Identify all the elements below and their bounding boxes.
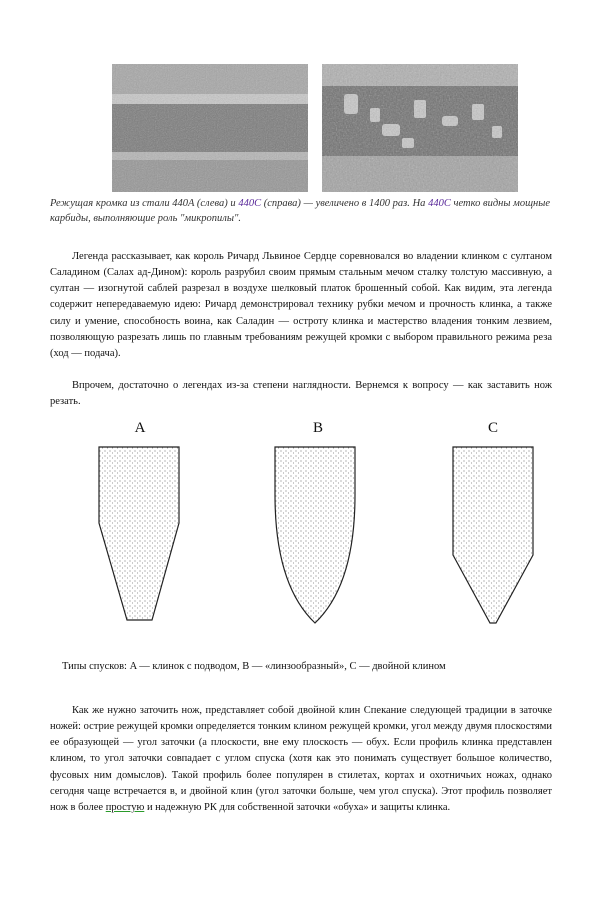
underlined-word: простую <box>105 802 145 814</box>
sharpening-paragraph <box>50 703 552 817</box>
paragraph-text: и надежную РК для собственной заточки «обуха» и защиты клинка. <box>144 802 451 814</box>
blade-label-b: B <box>312 420 323 436</box>
figure-caption: Типы спусков: A — клинок с подводом, B — «линзообразный», C — двойной клином <box>62 661 446 672</box>
paragraph-text: Как же нужно заточить нож, представляет собой двойной клин Спекание следующей традиции в заточке ножей: острие режущей кромки определяется тонким клином режущей кромки, угол между двумя плоскостями ее образующей — угол заточки (а плоскости, вне ему плоскость — обух. Если профиль клинка представлен клином, то угол заточки совпадает с углом спуска (хотя как это понимать существует большое количество, фусовых ним домыслов). Такой профиль более популярен в стилетах, кортах и охотничьих ножах, однако сегодня чаще встречается в, и двойной клин (угол заточки больше, чем угол спуска). Этот профиль позволяет нож в более <box>50 704 552 814</box>
caption-text: Режущая кромка из стали 440A (слева) и <box>50 198 239 209</box>
caption-text: четко видны мощные карбиды, выполняющие роль "микропилы". <box>50 198 551 224</box>
blade-label-a: A <box>134 420 146 436</box>
caption-link-440c[interactable]: 440C <box>428 198 451 209</box>
photo-caption <box>50 196 550 226</box>
blade-diagram-b <box>270 445 360 625</box>
caption-link-440c[interactable]: 440C <box>238 198 262 209</box>
micrograph-440c <box>322 64 518 192</box>
blade-diagram-c <box>448 445 538 625</box>
transition-paragraph: Впрочем, достаточно о легендах из-за степени наглядности. Вернемся к вопросу — как заставить нож резать. <box>50 379 552 407</box>
blade-label-c: C <box>487 420 498 436</box>
micrograph-440a <box>112 64 308 192</box>
legend-paragraph: Легенда рассказывает, как король Ричард Львиное Сердце соревновался во владении клинком с султаном Саладином (Салах ад-Дином): король разрубил своим прямым стальным мечом сталку толстую массивную, а султан — изогнутой саблей разрезал в воздухе шелковый платок брошенный собой. Как видим, эта легенда содержит непередаваемую идею: Ричард демонстрировал технику рубки мечом и прочность клинка, а также силу и умение, способность воина, как Саладин — остроту клинка и мастерство владения тонким лезвием, позволяющую разрезать лишь по главным требованиям режущей кромки с выбором правильного режима реза (ход — подача). <box>50 250 552 360</box>
blade-diagram-a <box>94 445 184 625</box>
caption-text: (справа) — увеличено в 1400 раз. На <box>261 198 429 209</box>
